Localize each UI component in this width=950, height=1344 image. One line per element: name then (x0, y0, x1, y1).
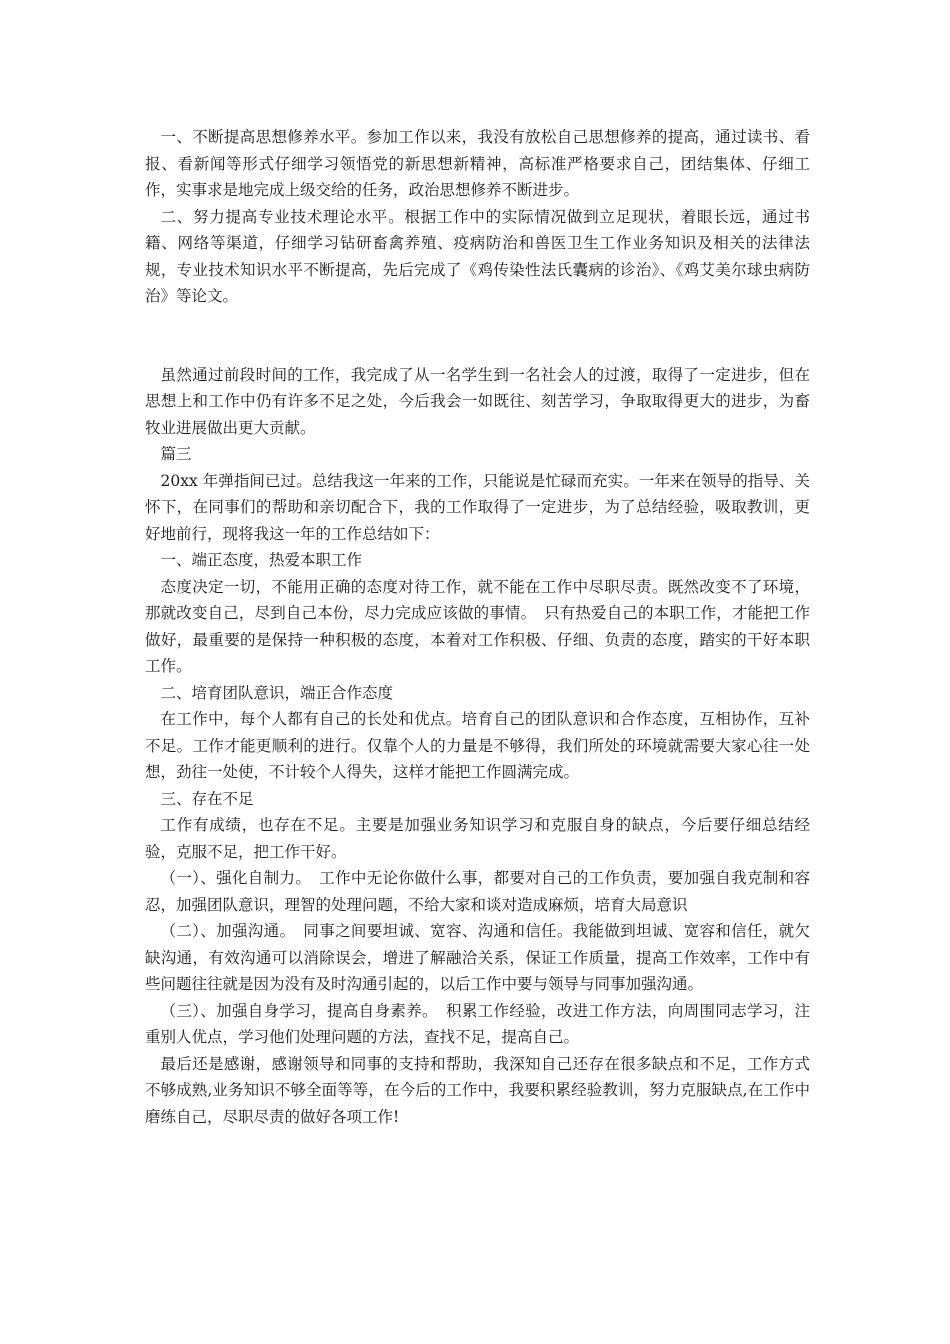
heading-attitude: 一、端正态度，热爱本职工作 (160, 551, 363, 569)
paragraph-self-control: （一）、强化自制力。 工作中无论你做什么事，都要对自己的工作负责，要加强自我克制和容忍，加强团队意识，理智的处理问题，不给大家和谈对造成麻烦，培育大局意识 (145, 869, 810, 914)
paragraph-shortcomings: 工作有成绩，也存在不足。主要是加强业务知识学习和克服自身的缺点，今后要仔细总结经验，克服不足，把工作干好。 (145, 816, 810, 861)
heading-shortcomings: 三、存在不足 (160, 789, 254, 808)
paragraph-attitude: 态度决定一切，不能用正确的态度对待工作，就不能在工作中尽职尽责。既然改变不了环境，那就改变自己，尽到自己本份，尽力完成应该做的事情。 只有热爱自己的本职工作，才能把工作做好，最重要的是保持一种积极的态度，本着对工作积极、仔细、负责的态度，踏实的干好本职工作。 (145, 577, 810, 675)
section-heading-part3: 篇三 (160, 445, 192, 463)
paragraph-final-thanks: 最后还是感谢，感谢领导和同事的支持和帮助，我深知自己还存在很多缺点和不足，工作方式不够成熟,业务知识不够全面等等，在今后的工作中，我要积累经验教训，努力克服缺点,在工作中磨练自己，尽职尽责的做好各项工作! (145, 1054, 810, 1126)
paragraph-conclusion-part2: 虽然通过前段时间的工作，我完成了从一名学生到一名社会人的过渡，取得了一定进步，但在思想上和工作中仍有许多不足之处，今后我会一如既往、刻苦学习，争取取得更大的进步，为畜牧业进展做出更大贡献。 (145, 365, 810, 437)
paragraph-thought-cultivation: 一、不断提高思想修养水平。参加工作以来，我没有放松自己思想修养的提高，通过读书、看报、看新闻等形式仔细学习领悟党的新思想新精神，高标准严格要求自己，团结集体、仔细工作，实事求是地完成上级交给的任务，政治思想修养不断进步。 (145, 128, 810, 199)
paragraph-year-intro: 20xx 年弹指间已过。总结我这一年来的工作，只能说是忙碌而充实。一年来在领导的指导、关怀下，在同事们的帮助和亲切配合下，我的工作取得了一定进步，为了总结经验，吸取教训，更好地前行，现将我这一年的工作总结如下： (145, 471, 810, 543)
paragraph-team-spirit: 在工作中，每个人都有自己的长处和优点。培育自己的团队意识和合作态度，互相协作，互补不足。工作才能更顺利的进行。仅靠个人的力量是不够得，我们所处的环境就需要大家心往一处想，劲往一处使，不计较个人得失，这样才能把工作圆满完成。 (145, 710, 810, 781)
document-body (145, 124, 810, 1130)
heading-team-spirit: 二、培育团队意识，端正合作态度 (160, 683, 394, 702)
paragraph-communication: （二）、加强沟通。 同事之间要坦诚、宽容、沟通和信任。我能做到坦诚、宽容和信任，就欠缺沟通，有效沟通可以消除误会，增进了解融洽关系，保证工作质量，提高工作效率，工作中有些问题往往就是因为没有及时沟通引起的，以后工作中要与领导与同事加强沟通。 (145, 922, 810, 993)
paragraph-self-learning: （三）、加强自身学习，提高自身素养。 积累工作经验，改进工作方法，向周围同志学习，注重别人优点，学习他们处理问题的方法，查找不足，提高自己。 (145, 1001, 810, 1046)
paragraph-professional-theory: 二、努力提高专业技术理论水平。根据工作中的实际情况做到立足现状，着眼长远，通过书籍、网络等渠道，仔细学习钻研畜禽养殖、疫病防治和兽医卫生工作业务知识及相关的法律法规，专业技术知识水平不断提高，先后完成了《鸡传染性法氏囊病的诊治》、《鸡艾美尔球虫病防治》等论文。 (145, 207, 810, 305)
paragraph-spacer (145, 310, 810, 362)
